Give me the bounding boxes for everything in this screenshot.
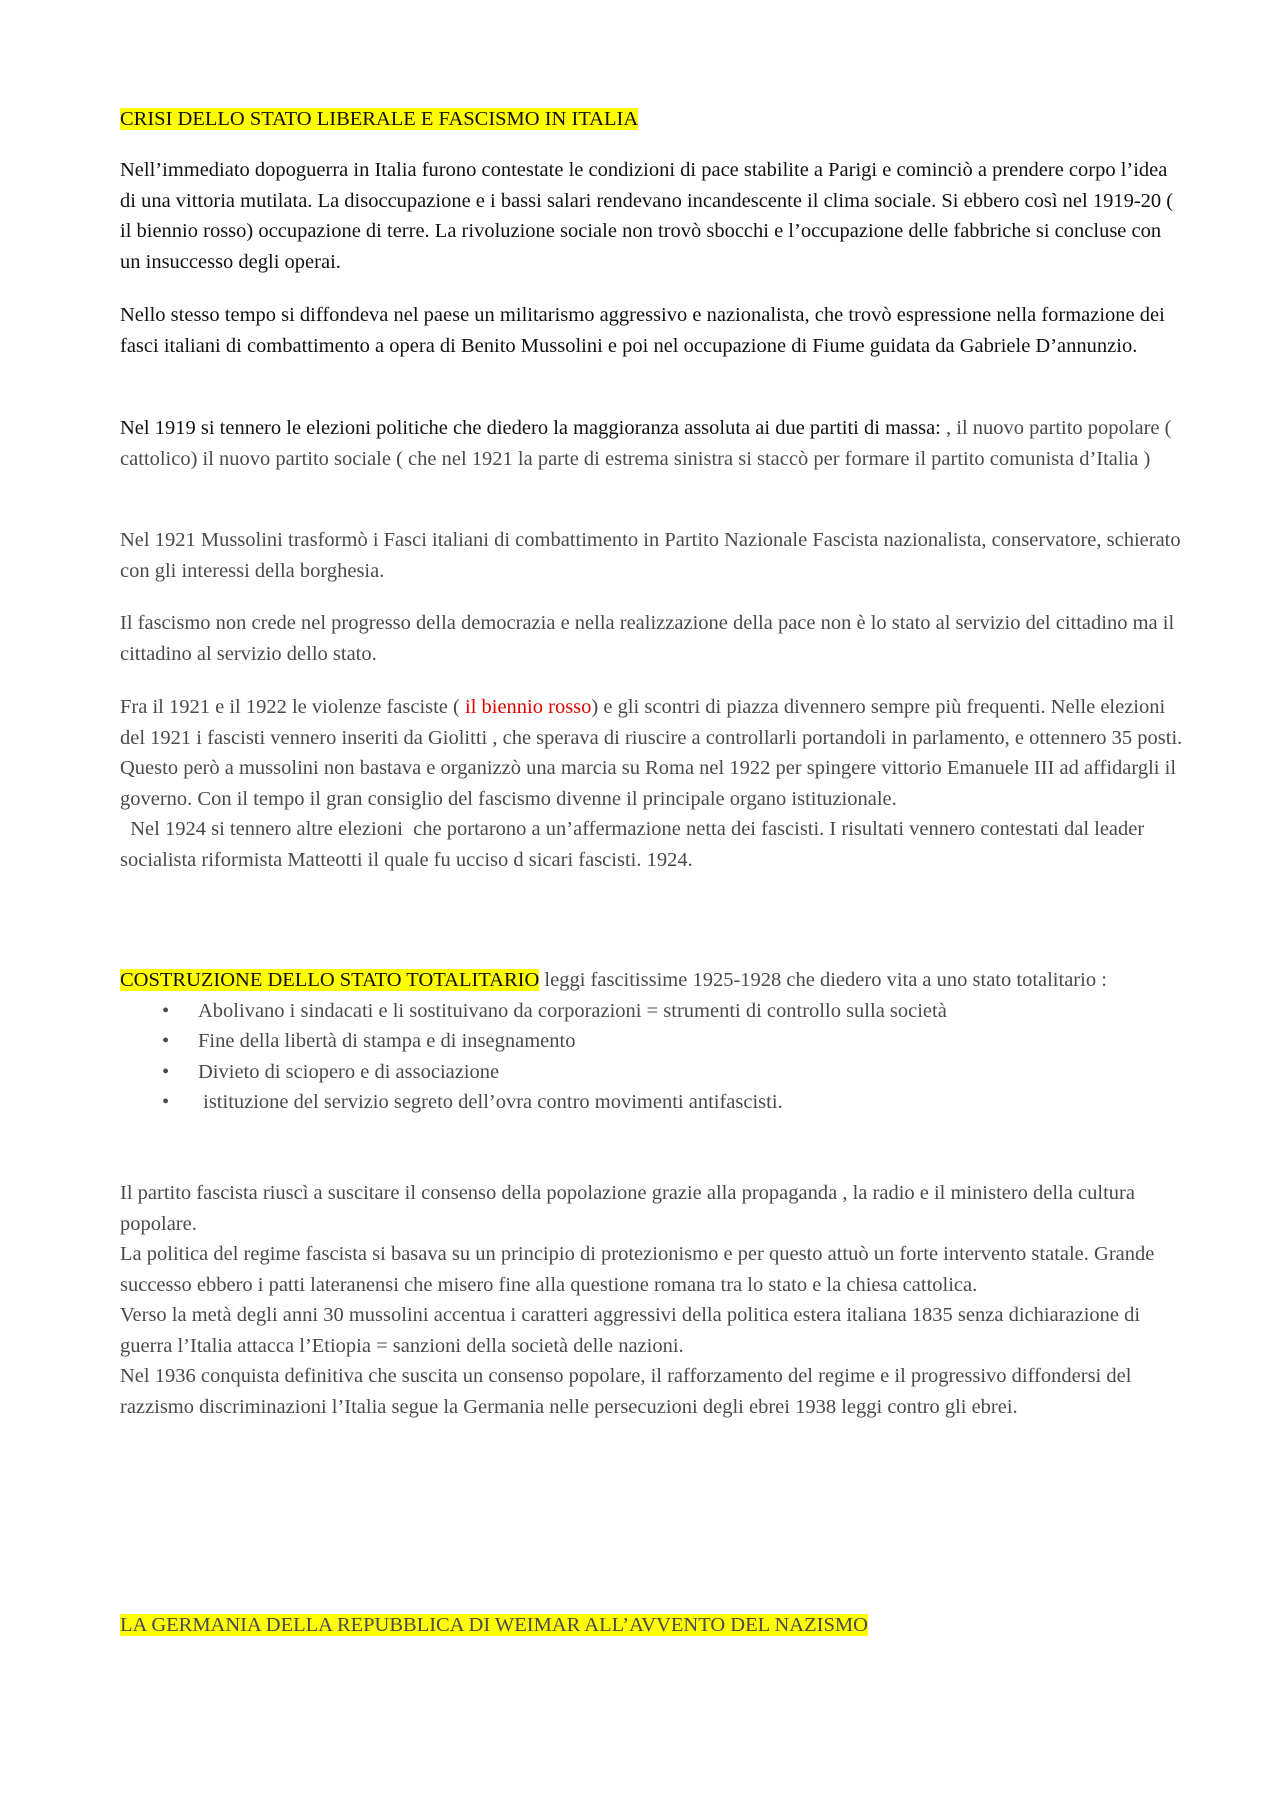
paragraph-leggi-fascistissime: COSTRUZIONE DELLO STATO TOTALITARIO leggi fascitissime 1925-1928 che diedero vita a uno stato totalitario : bbox=[120, 969, 1107, 991]
list-item: • Fine della libertà di stampa e di insegnamento bbox=[120, 1026, 1185, 1057]
section-totalitario bbox=[120, 965, 1185, 1118]
paragraph-elezioni-1919: Nel 1919 si tennero le elezioni politiche che diedero la maggioranza assoluta ai due partiti di massa: , il nuovo partito popolare ( cattolico) il nuovo partito sociale ( che nel 1921 la parte di estrema sinistra si staccò per formare il partito comunista d’Italia ) bbox=[120, 417, 1172, 470]
paragraph-elezioni-1924: Nel 1924 si tennero altre elezioni che portarono a un’affermazione netta dei fascisti. I risultati vennero contestati dal leader socialista riformista Matteotti il quale fu ucciso d sicari fascisti. 1924. bbox=[120, 818, 1150, 871]
section-heading-totalitario: COSTRUZIONE DELLO STATO TOTALITARIO bbox=[120, 969, 540, 991]
list-item: • Abolivano i sindacati e li sostituivano da corporazioni = strumenti di controllo sulla società bbox=[120, 996, 1185, 1027]
paragraph-marcia-roma: Questo però a mussolini non bastava e organizzò una marcia su Roma nel 1922 per spingere vittorio Emanuele III ad affidargli il governo. Con il tempo il gran consiglio del fascismo divenne il principale organo istituzionale. bbox=[120, 757, 1177, 810]
paragraph-razzismo: Nel 1936 conquista definitiva che suscita un consenso popolare, il rafforzamento del regime e il progressivo diffondersi del razzismo discriminazioni l’Italia segue la Germania nelle persecuzioni degli ebrei 1938 leggi contro gli ebrei. bbox=[120, 1365, 1132, 1418]
paragraph-consenso: Il partito fascista riuscì a suscitare il consenso della popolazione grazie alla propaganda , la radio e il ministero della cultura popolare. bbox=[120, 1182, 1135, 1235]
paragraph-violenze: Fra il 1921 e il 1922 le violenze fasciste ( il biennio rosso) e gli scontri di piazza divennero sempre più frequenti. Nelle elezioni del 1921 i fascisti vennero inseriti da Giolitti , che sperava di riuscire a controllarli portandoli in parlamento, e ottennero 35 posti. bbox=[120, 696, 1183, 749]
bullet-list bbox=[120, 996, 1185, 1118]
paragraph-group-violenze bbox=[120, 692, 1185, 875]
paragraph-group-regime bbox=[120, 1178, 1185, 1422]
list-item: • Divieto di sciopero e di associazione bbox=[120, 1057, 1185, 1088]
list-item: • istituzione del servizio segreto dell’ovra contro movimenti antifascisti. bbox=[120, 1087, 1185, 1118]
section-heading-crisi: CRISI DELLO STATO LIBERALE E FASCISMO IN ITALIA bbox=[120, 108, 639, 130]
paragraph-dopoguerra: Nell’immediato dopoguerra in Italia furono contestate le condizioni di pace stabilite a Parigi e cominciò a prendere corpo l’idea di una vittoria mutilata. La disoccupazione e i bassi salari rendevano incandescente il clima sociale. Si ebbero così nel 1919-20 ( il biennio rosso) occupazione di terre. La rivoluzione sociale non trovò sbocchi e l’occupazione delle fabbriche si concluse con un insuccesso degli operai. bbox=[120, 159, 1174, 273]
section-heading-weimar: LA GERMANIA DELLA REPUBBLICA DI WEIMAR ALL’AVVENTO DEL NAZISMO bbox=[120, 1614, 868, 1636]
paragraph-etiopia: Verso la metà degli anni 30 mussolini accentua i caratteri aggressivi della politica estera italiana 1835 senza dichiarazione di guerra l’Italia attacca l’Etiopia = sanzioni della società delle nazioni. bbox=[120, 1304, 1141, 1357]
paragraph-protezionismo: La politica del regime fascista si basava su un principio di protezionismo e per questo attuò un forte intervento statale. Grande successo ebbero i patti lateranensi che misero fine alla questione romana tra lo stato e la chiesa cattolica. bbox=[120, 1243, 1155, 1296]
paragraph-fascismo-stato: Il fascismo non crede nel progresso della democrazia e nella realizzazione della pace non è lo stato al servizio del cittadino ma il cittadino al servizio dello stato. bbox=[120, 612, 1175, 665]
paragraph-pnf: Nel 1921 Mussolini trasformò i Fasci italiani di combattimento in Partito Nazionale Fascista nazionalista, conservatore, schierato con gli interessi della borghesia. bbox=[120, 529, 1181, 582]
paragraph-militarismo: Nello stesso tempo si diffondeva nel paese un militarismo aggressivo e nazionalista, che trovò espressione nella formazione dei fasci italiani di combattimento a opera di Benito Mussolini e poi nel occupazione di Fiume guidata da Gabriele D’annunzio. bbox=[120, 304, 1165, 357]
